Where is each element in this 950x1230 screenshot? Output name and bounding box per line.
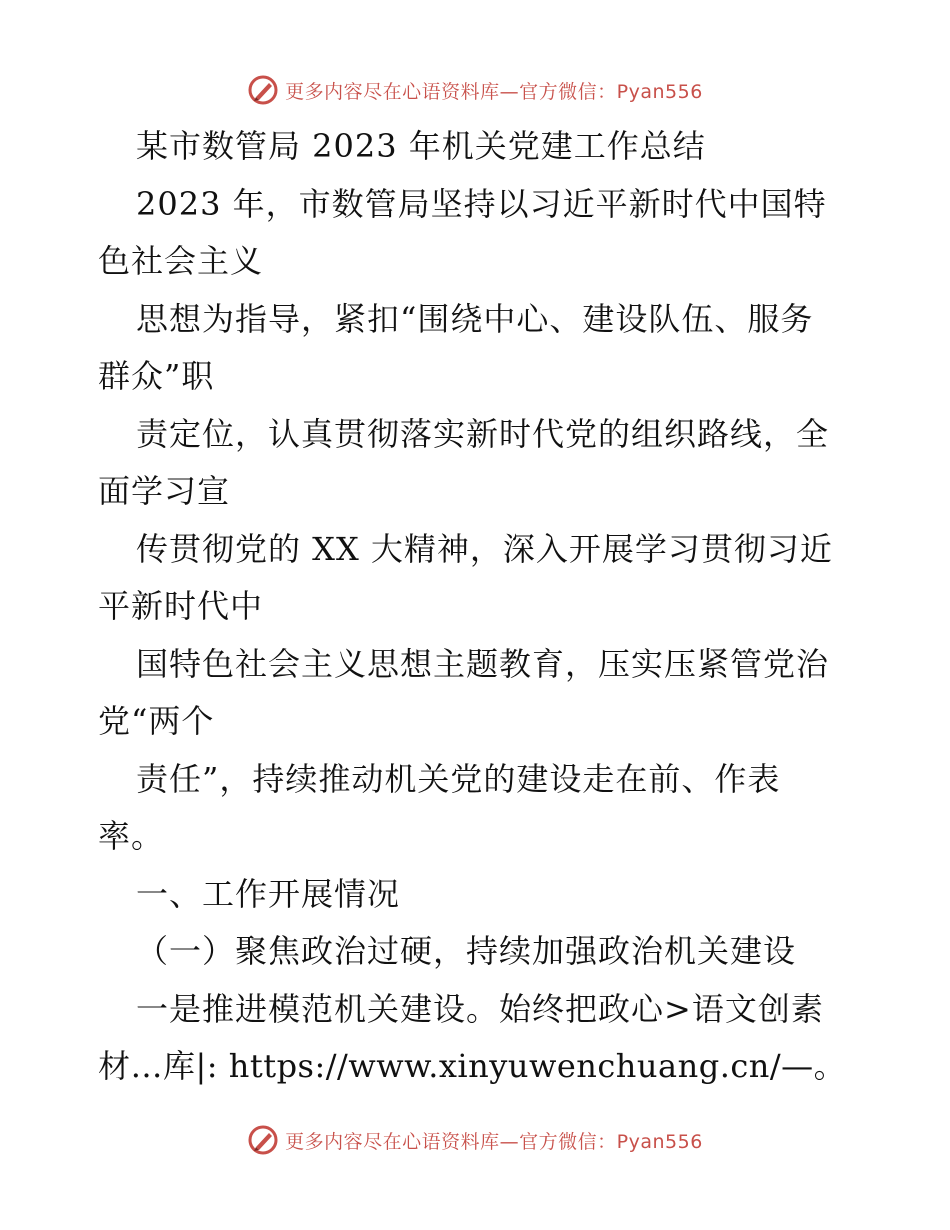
footer-watermark	[0, 1120, 950, 1160]
paragraph-line: 党“两个	[98, 702, 215, 740]
paragraph-line: 2023 年，市数管局坚持以习近平新时代中国特	[136, 184, 827, 223]
red-pen-circle-logo-icon	[247, 1124, 279, 1156]
paragraph-line: 责定位，认真贯彻落实新时代党的组织路线，全	[136, 414, 830, 453]
paragraph-line: 色社会主义	[98, 242, 264, 280]
paragraph-line: 传贯彻党的 XX 大精神，深入开展学习贯彻习近	[136, 529, 833, 568]
paragraph-line: 责任”，持续推动机关党的建设走在前、作表	[136, 759, 781, 798]
watermark-text: 更多内容尽在心语资料库—官方微信：Pyan556	[285, 1130, 703, 1153]
paragraph-line: 一是推进模范机关建设。始终把政心>语文创素	[136, 989, 824, 1028]
document-title: 某市数管局 2023 年机关党建工作总结	[136, 127, 706, 165]
red-pen-circle-logo-icon	[247, 74, 279, 106]
paragraph-line: 率。	[98, 817, 165, 855]
section-heading: 一、工作开展情况	[136, 874, 401, 913]
paragraph-line: 材…库|: https://www.xinyuwenchuang.cn/—。	[98, 1047, 847, 1085]
document-body	[98, 118, 858, 1096]
watermark-text: 更多内容尽在心语资料库—官方微信：Pyan556	[285, 80, 703, 103]
paragraph-line: 国特色社会主义思想主题教育，压实压紧管党治	[136, 644, 830, 683]
paragraph-line: 平新时代中	[98, 587, 264, 625]
subsection-heading: （一）聚焦政治过硬，持续加强政治机关建设	[136, 932, 797, 970]
header-watermark	[0, 70, 950, 110]
paragraph-line: 思想为指导，紧扣“围绕中心、建设队伍、服务	[136, 299, 814, 338]
paragraph-line: 面学习宣	[98, 472, 231, 510]
paragraph-line: 群众”职	[98, 357, 215, 395]
